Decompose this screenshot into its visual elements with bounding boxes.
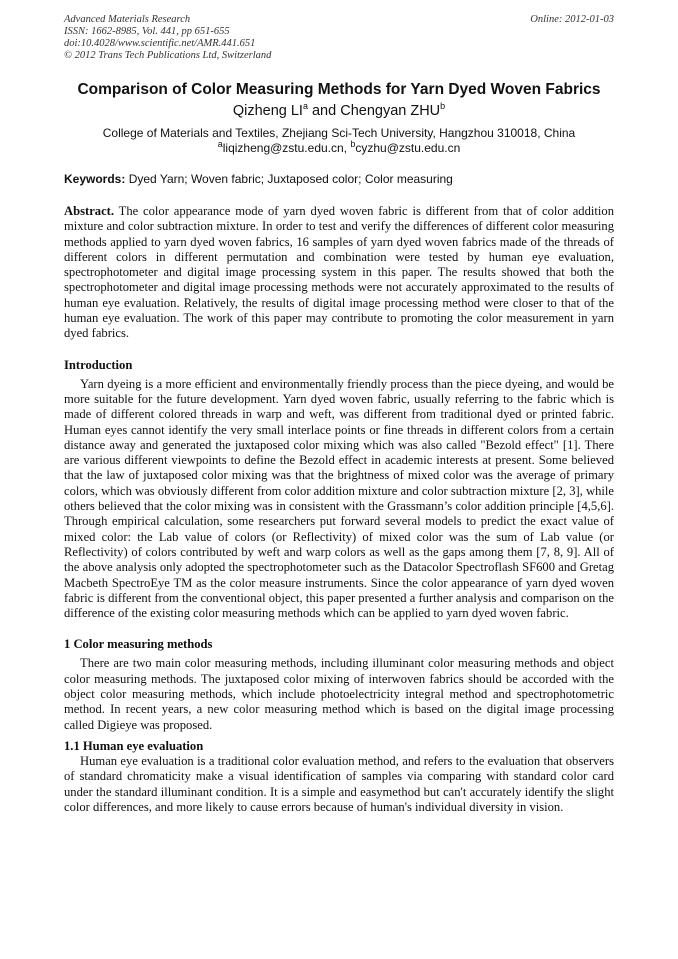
email-a: liqizheng@zstu.edu.cn, [222, 141, 351, 155]
author-2-sup: b [440, 101, 446, 112]
issn-line: ISSN: 1662-8985, Vol. 441, pp 651-655 [64, 26, 230, 37]
affiliation: College of Materials and Textiles, Zhejiang Sci-Tech University, Hangzhou 310018, China [102, 126, 576, 140]
copyright-line: © 2012 Trans Tech Publications Ltd, Switzerland [64, 50, 272, 61]
author-line [64, 102, 614, 120]
keywords [64, 172, 614, 187]
paper-title: Comparison of Color Measuring Methods for Yarn Dyed Woven Fabrics [77, 81, 601, 98]
email-a-sup: a [217, 139, 223, 149]
keywords-text: Dyed Yarn; Woven fabric; Juxtaposed color; Color measuring [125, 172, 453, 186]
section-1-text: There are two main color measuring methods, including illuminant color measuring methods and object color measuring methods. The juxtaposed color mixing of interwoven fabrics should be accorded with the object color measuring methods, which include photoelectricity integral method and spectrophotometric method. In recent years, a new color measuring method which is based on the digital image processing called Digieye was proposed. [64, 656, 614, 732]
author-1: Qizheng LI [232, 103, 303, 119]
online-date: Online: 2012-01-03 [530, 14, 614, 25]
author-1-sup: a [302, 101, 308, 112]
author-and: and [307, 103, 341, 119]
section-1-1-text: Human eye evaluation is a traditional color evaluation method, and refers to the evaluation that observers of standard chromaticity make a visual identification of samples via comparing with standard color card under the standard illuminant condition. It is a simple and easymethod but can't accurately identify the slight color differences, and more likely to cause errors because of human's individual diversity in vision. [64, 753, 614, 814]
journal-name: Advanced Materials Research [64, 14, 191, 25]
email-line [64, 141, 614, 156]
paper-page [64, 14, 614, 815]
abstract [64, 204, 614, 342]
introduction-text: Yarn dyeing is a more efficient and environmentally friendly process than the piece dyeing, and would be more suitable for the future development. Yarn dyed woven fabric, usually referring to the fabric which is made of different colored threads in warp and weft, was different from traditional dyed or printed fabric. Human eyes cannot identify the very small interlace points or fine threads in different colors from a certain distance away and generated the juxtaposed color mixing which was also called "Bezold effect" [1]. There are various different viewpoints to define the Bezold effect in academic interests at present. Some believed that the law of juxtaposed color mixing was that the brightness of mixed color was the average of primary colors, which was obviously different from color addition mixture and color subtraction mixture [2, 3], while others believed that the color mixing was in consistent with the Grassmann’s color addition principle [4,5,6]. Through empirical calculation, some researchers put forward several models to predict the exact value of mixed color: the Lab value of colors (or Reflectivity) of mixed color was the sum of Lab value (or Reflectivity) of colors contributed by weft and warp colors as well as the gaps among them [7, 8, 9]. All of the above analysis only adopted the spectrophotometer such as the Datacolor Spectroflash SF600 and Gretag Macbeth SpectroEye TM as the color measure instruments. Since the color appearance of yarn dyed woven fabric is different from the conventional object, this paper presented a further analysis and comparison on the difference of the existing color measuring methods which can be applied to yarn dyed woven fabric. [64, 376, 614, 621]
keywords-label: Keywords: [64, 172, 126, 186]
section-1-1-heading: 1.1 Human eye evaluation [64, 738, 204, 753]
author-2: Chengyan ZHU [340, 103, 441, 119]
email-b: cyzhu@zstu.edu.cn [355, 141, 461, 155]
section-1-heading: 1 Color measuring methods [64, 637, 213, 652]
doi-line: doi:10.4028/www.scientific.net/AMR.441.651 [64, 38, 256, 49]
abstract-label: Abstract. [64, 204, 115, 218]
email-b-sup: b [350, 139, 356, 149]
abstract-text: The color appearance mode of yarn dyed woven fabric is different from that of color addition mixture and color subtraction mixture. In order to test and verify the differences of different color measuring methods applied to yarn dyed woven fabrics, 16 samples of yarn dyed woven fabrics made of the threads of different colors in different permutation and combination were tested by human eye evaluation, spectrophotometer and digital image processing system in this paper. The results showed that both the spectrophotometer and digital image processing methods were not accurately approximated to the results of human eye evaluation. Relatively, the results of digital image processing method were closer to that of the human eye evaluation. The work of this paper may contribute to promoting the color measurement in yarn dyed fabrics. [64, 204, 614, 341]
introduction-heading: Introduction [64, 357, 133, 372]
